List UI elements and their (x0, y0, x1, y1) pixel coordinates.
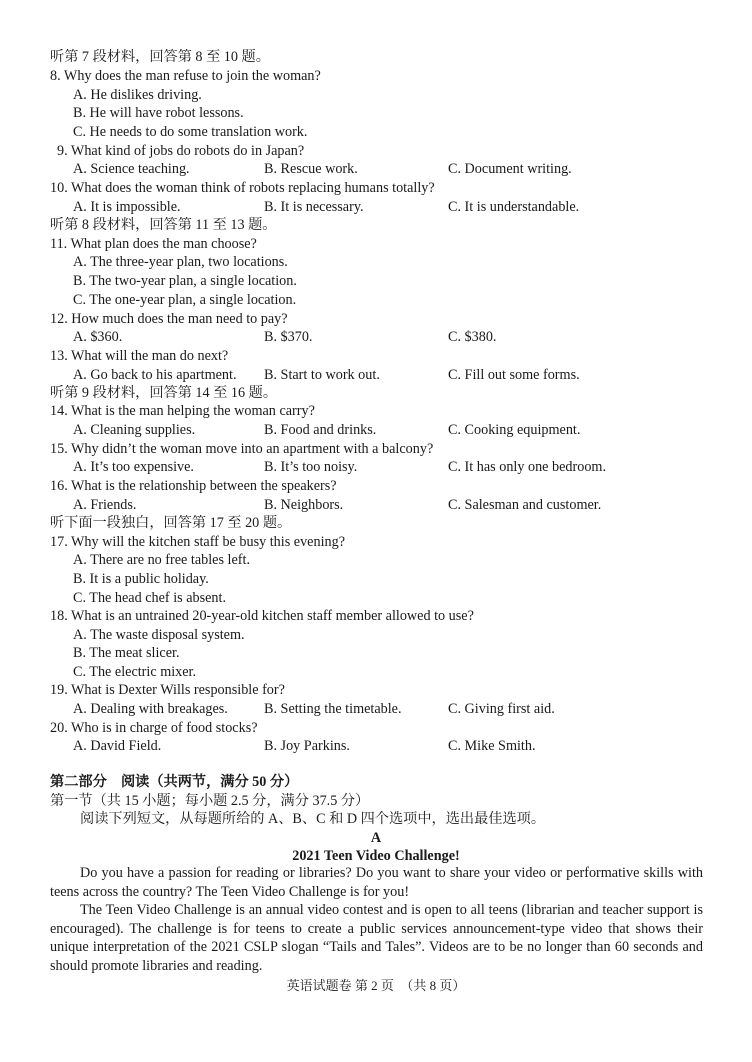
q14-option-a: A. Cleaning supplies. (73, 422, 196, 438)
q16-option-c: C. Salesman and customer. (448, 497, 602, 513)
question-20: 20. Who is in charge of food stocks? (50, 720, 258, 736)
q13-option-a: A. Go back to his apartment. (73, 367, 237, 383)
question-17: 17. Why will the kitchen staff be busy this evening? (50, 534, 345, 550)
question-19: 19. What is Dexter Wills responsible for? (50, 682, 285, 698)
q20-option-c: C. Mike Smith. (448, 738, 536, 754)
q19-option-c: C. Giving first aid. (448, 701, 555, 717)
question-8: 8. Why does the man refuse to join the woman? (50, 68, 321, 84)
q17-option-b: B. It is a public holiday. (73, 571, 209, 587)
q8-option-a: A. He dislikes driving. (73, 87, 202, 103)
q19-option-b: B. Setting the timetable. (264, 701, 402, 717)
section-8-header: 听第 8 段材料，回答第 11 至 13 题。 (50, 217, 277, 233)
q18-option-b: B. The meat slicer. (73, 645, 180, 661)
q11-option-b: B. The two-year plan, a single location. (73, 273, 297, 289)
passage-title: 2021 Teen Video Challenge! (292, 848, 460, 864)
part-2-instruction: 阅读下列短文，从每题所给的 A、B、C 和 D 四个选项中，选出最佳选项。 (80, 811, 546, 827)
passage-paragraph-2 (50, 901, 703, 975)
part-2-title: 第二部分 阅读（共两节，满分 50 分） (50, 774, 299, 790)
q17-option-c: C. The head chef is absent. (73, 590, 226, 606)
q8-option-c: C. He needs to do some translation work. (73, 124, 308, 140)
q10-option-a: A. It is impossible. (73, 199, 181, 215)
q13-option-b: B. Start to work out. (264, 367, 380, 383)
q9-option-c: C. Document writing. (448, 161, 572, 177)
q15-option-a: A. It’s too expensive. (73, 459, 194, 475)
q20-option-a: A. David Field. (73, 738, 162, 754)
q10-option-b: B. It is necessary. (264, 199, 364, 215)
q14-option-b: B. Food and drinks. (264, 422, 377, 438)
section-9-header: 听第 9 段材料，回答第 14 至 16 题。 (50, 385, 278, 401)
q13-option-c: C. Fill out some forms. (448, 367, 580, 383)
question-15: 15. Why didn’t the woman move into an apartment with a balcony? (50, 441, 434, 457)
q12-option-b: B. $370. (264, 329, 313, 345)
q11-option-c: C. The one-year plan, a single location. (73, 292, 297, 308)
q18-option-a: A. The waste disposal system. (73, 627, 245, 643)
question-12: 12. How much does the man need to pay? (50, 311, 288, 327)
part-2-subtitle: 第一节（共 15 小题；每小题 2.5 分，满分 37.5 分） (50, 793, 370, 809)
q16-option-a: A. Friends. (73, 497, 137, 513)
passage-letter: A (370, 830, 382, 846)
q18-option-c: C. The electric mixer. (73, 664, 197, 680)
q20-option-b: B. Joy Parkins. (264, 738, 350, 754)
q15-option-c: C. It has only one bedroom. (448, 459, 607, 475)
q10-option-c: C. It is understandable. (448, 199, 580, 215)
paragraph-1-text: Do you have a passion for reading or libraries? Do you want to share your video or performative skills with teens across the country? The Teen Video Challenge is for you! (50, 865, 703, 900)
q15-option-b: B. It’s too noisy. (264, 459, 358, 475)
q12-option-a: A. $360. (73, 329, 123, 345)
q8-option-b: B. He will have robot lessons. (73, 105, 244, 121)
q17-option-a: A. There are no free tables left. (73, 552, 250, 568)
q9-option-b: B. Rescue work. (264, 161, 358, 177)
question-11: 11. What plan does the man choose? (50, 236, 257, 252)
question-18: 18. What is an untrained 20-year-old kitchen staff member allowed to use? (50, 608, 474, 624)
q14-option-c: C. Cooking equipment. (448, 422, 581, 438)
q16-option-b: B. Neighbors. (264, 497, 344, 513)
monologue-header: 听下面一段独白，回答第 17 至 20 题。 (50, 515, 292, 531)
q9-option-a: A. Science teaching. (73, 161, 190, 177)
q11-option-a: A. The three-year plan, two locations. (73, 254, 288, 270)
passage-paragraph-1 (50, 864, 703, 901)
question-13: 13. What will the man do next? (50, 348, 229, 364)
q19-option-a: A. Dealing with breakages. (73, 701, 228, 717)
question-10: 10. What does the woman think of robots replacing humans totally? (50, 180, 435, 196)
q12-option-c: C. $380. (448, 329, 497, 345)
paragraph-2-text: The Teen Video Challenge is an annual video contest and is open to all teens (librarian and teacher support is encouraged). The challenge is for teens to create a public services announcement-type video that shows their unique interpretation of the 2021 CSLP slogan “Tails and Tales”. Videos are to be no longer than 60 seconds and should promote libraries and reading. (50, 902, 703, 974)
question-16: 16. What is the relationship between the speakers? (50, 478, 337, 494)
section-7-header: 听第 7 段材料，回答第 8 至 10 题。 (50, 49, 270, 65)
question-14: 14. What is the man helping the woman carry? (50, 403, 315, 419)
question-9: 9. What kind of jobs do robots do in Japan? (57, 143, 305, 159)
page-footer: 英语试题卷 第 2 页 （共 8 页） (286, 978, 466, 993)
